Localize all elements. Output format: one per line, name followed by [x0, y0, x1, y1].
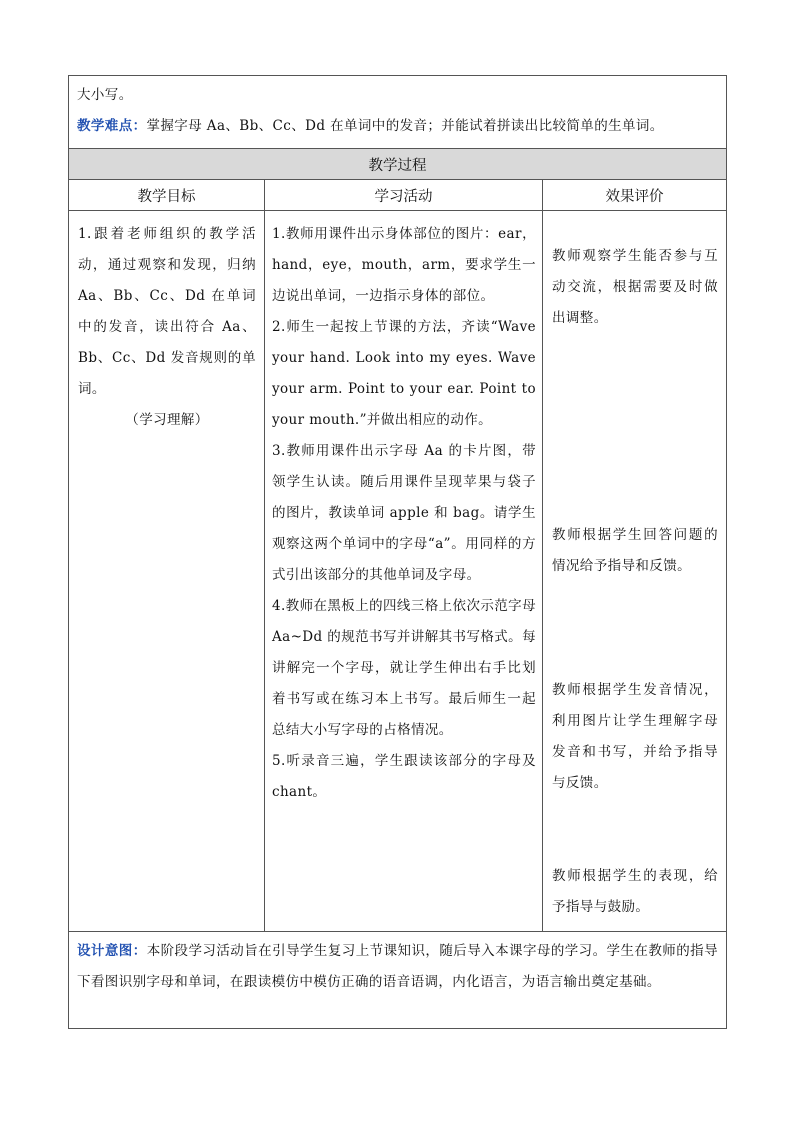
column-header-activity: 学习活动 [265, 180, 543, 211]
design-text: 本阶段学习活动旨在引导学生复习上节课知识，随后导入本课字母的学习。学生在教师的指导下看图识别字母和单词，在跟读模仿中模仿正确的语音语调，内化语言，为语言输出奠定基础。 [77, 943, 719, 990]
goal-text: 1.跟着老师组织的教学活动，通过观察和发现，归纳 Aa、Bb、Cc、Dd 在单词中的发音，读出符合 Aa、Bb、Cc、Dd 发音规则的单词。 [78, 226, 256, 397]
design-cell [69, 932, 727, 1029]
column-header-evaluation: 效果评价 [543, 180, 727, 211]
activity-item-2: 2.师生一起按上节课的方法，齐读“Wave your hand. Look into my eyes. Wave your arm. Point to your ear. Point to your mouth.”并做出相应的动作。 [272, 319, 536, 428]
evaluation-item-3: 教师根据学生发音情况，利用图片让学生理解字母发音和书写，并给予指导与反馈。 [552, 682, 718, 791]
difficulty-text: 掌握字母 Aa、Bb、Cc、Dd 在单词中的发音；并能试着拼读出比较简单的生单词。 [146, 118, 664, 134]
evaluation-item-2: 教师根据学生回答问题的情况给予指导和反馈。 [552, 527, 718, 574]
evaluation-item-4: 教师根据学生的表现，给予指导与鼓励。 [552, 868, 718, 915]
continued-text: 大小写。 [77, 87, 133, 103]
design-label: 设计意图： [77, 943, 147, 959]
goal-cell [69, 211, 265, 932]
activity-item-4: 4.教师在黑板上的四线三格上依次示范字母 Aa~Dd 的规范书写并讲解其书写格式。每讲解完一个字母，就让学生伸出右手比划着书写或在练习本上书写。最后师生一起总结大小写字母的占格情况。 [272, 598, 536, 738]
activity-item-3: 3.教师用课件出示字母 Aa 的卡片图，带领学生认读。随后用课件呈现苹果与袋子的图片，教读单词 apple 和 bag。请学生观察这两个单词中的字母“a”。用同样的方式引出该部分的其他单词及字母。 [272, 443, 536, 583]
difficulty-line [77, 111, 718, 142]
difficulty-label: 教学难点： [77, 118, 147, 134]
activity-item-5: 5.听录音三遍，学生跟读该部分的字母及 chant。 [272, 753, 536, 800]
lesson-plan-page [68, 75, 726, 1029]
activity-cell [265, 211, 543, 932]
lesson-plan-table [68, 75, 727, 1029]
design-row [69, 932, 727, 1029]
process-row [69, 211, 727, 932]
column-header-row [69, 180, 727, 211]
section-title-row [69, 149, 727, 180]
objectives-continued-row [69, 76, 727, 149]
evaluation-item-1: 教师观察学生能否参与互动交流，根据需要及时做出调整。 [552, 248, 718, 326]
evaluation-cell [543, 211, 727, 932]
goal-note: （学习理解） [125, 412, 209, 428]
column-header-goal: 教学目标 [69, 180, 265, 211]
section-title: 教学过程 [69, 149, 727, 180]
objectives-continued-cell [69, 76, 727, 149]
activity-item-1: 1.教师用课件出示身体部位的图片：ear，hand，eye，mouth，arm，要求学生一边说出单词，一边指示身体的部位。 [272, 226, 536, 304]
